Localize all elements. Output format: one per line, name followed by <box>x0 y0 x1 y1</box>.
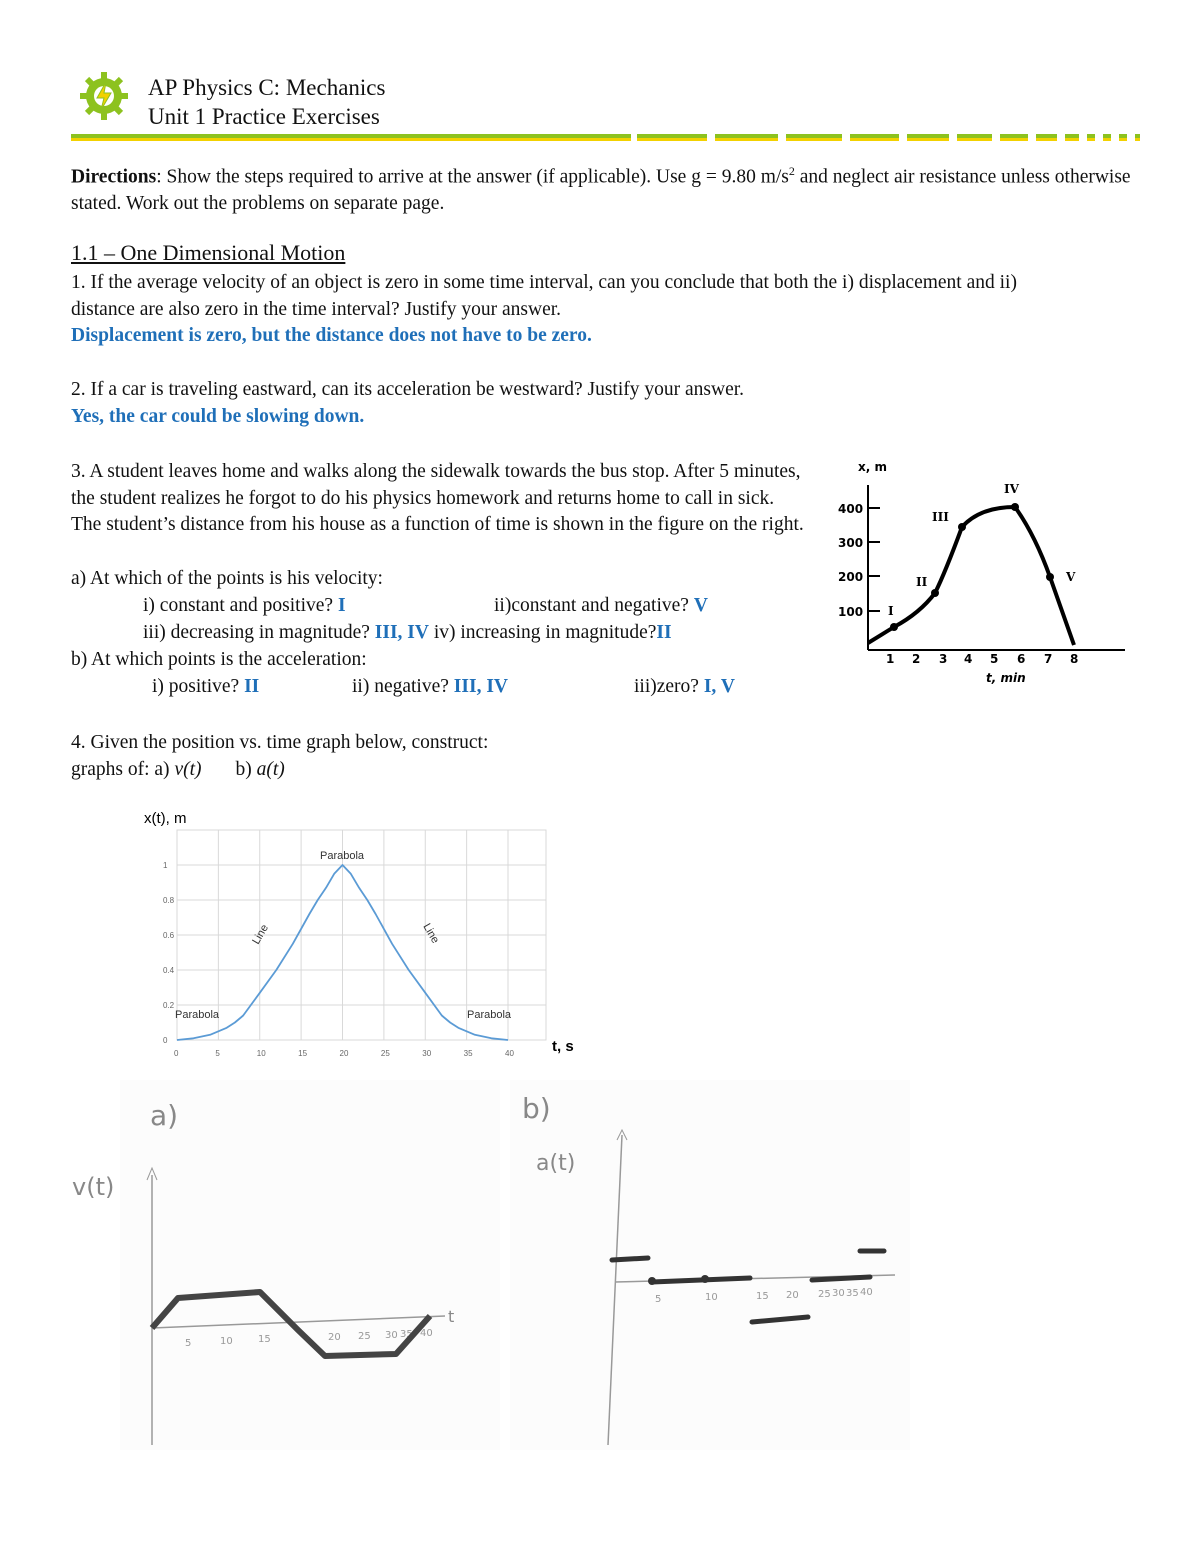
fig3-point-label: V <box>1066 570 1076 584</box>
divider-dash <box>850 134 899 138</box>
divider-dash <box>1087 138 1095 141</box>
distance-time-figure <box>830 455 1130 695</box>
q3-a-i-answer: I <box>337 595 346 616</box>
q3-a-ii-answer: V <box>693 595 708 616</box>
divider-dash <box>1000 138 1028 141</box>
hand-accel-segment <box>612 1258 648 1260</box>
handwritten-answers <box>60 1080 920 1460</box>
chart-xtick: 35 <box>463 1049 473 1058</box>
fig3-xtick: 6 <box>1017 652 1026 666</box>
chart-annotation: Line <box>250 922 271 947</box>
directions-text-b: and neglect air resistance unless otherwise stated. Work out the problems on separate page. <box>71 166 1131 215</box>
fig3-xlabel: t, min <box>986 671 1026 685</box>
q3-b-ii-text: ii) negative? <box>352 676 449 697</box>
chart-annotation: Parabola <box>467 1009 512 1021</box>
fig3-xtick: 5 <box>990 652 999 666</box>
divider-dash <box>850 138 899 141</box>
directions-label: Directions <box>71 166 157 188</box>
unit-title: Unit 1 Practice Exercises <box>148 104 380 129</box>
fig3-ytick: 100 <box>838 605 864 619</box>
fig3-ytick: 400 <box>838 502 864 516</box>
q3-b-i <box>152 674 352 701</box>
chart-ytick: 0.6 <box>163 931 175 940</box>
q3-b-iii <box>634 674 834 701</box>
q3-a-ii-text: ii)constant and negative? <box>494 595 689 616</box>
q3-b-iii-answer: I, V <box>703 676 735 697</box>
scan-background <box>120 1080 500 1450</box>
hand-v-tick: 35 <box>400 1329 413 1340</box>
question-2: 2. If a car is traveling eastward, can its acceleration be westward? Justify your answer. <box>71 379 745 400</box>
divider-dash <box>1036 134 1057 138</box>
fig3-ylabel: x, m <box>858 460 887 474</box>
q3-a-iv-text: iv) increasing in magnitude? <box>433 622 657 643</box>
chart-xtick: 40 <box>505 1049 514 1058</box>
divider-dash <box>637 138 707 141</box>
fig3-point <box>1011 503 1019 511</box>
chart-xtick: 25 <box>380 1049 390 1058</box>
fig3-xtick: 2 <box>912 652 921 666</box>
q4-b-label: b) <box>235 759 257 780</box>
directions <box>71 158 1151 218</box>
hand-v-label: v(t) <box>72 1173 115 1201</box>
answer-2: Yes, the car could be slowing down. <box>71 406 365 427</box>
fig3-point <box>931 589 939 597</box>
divider-dash <box>1103 138 1111 141</box>
fig3-xtick: 4 <box>964 652 973 666</box>
hand-v-tick: 25 <box>358 1331 371 1342</box>
q3-a-ii <box>494 593 794 620</box>
chart-annotation: Parabola <box>175 1009 220 1021</box>
gear-logo-icon <box>78 70 130 122</box>
chart-xlabel: t, s <box>552 1038 574 1055</box>
hand-v-tick: 5 <box>185 1338 192 1349</box>
directions-sup: 2 <box>788 164 795 178</box>
q4-a-expr: v(t) <box>174 759 202 780</box>
scan-background <box>510 1080 910 1450</box>
hand-a-tick: 15 <box>756 1291 769 1302</box>
chart-xtick: 30 <box>422 1049 432 1058</box>
chart-ytick: 0 <box>163 1036 168 1045</box>
chart-ytick: 0.4 <box>163 966 175 975</box>
divider-dash <box>786 134 842 138</box>
fig3-ytick: 300 <box>838 536 864 550</box>
divider-dash <box>1135 134 1140 138</box>
chart-annotation: Parabola <box>320 850 365 862</box>
chart-annotation: Line <box>420 921 442 946</box>
hand-a-label: a) <box>150 1099 179 1132</box>
fig3-point <box>958 523 966 531</box>
divider-dash <box>1119 138 1127 141</box>
divider-dash <box>1065 138 1079 141</box>
q3-part-b: b) At which points is the acceleration: <box>71 649 367 670</box>
question-3: 3. A student leaves home and walks along the sidewalk towards the bus stop. After 5 minutes, the student realizes he forgot to do his physics homework and returns home to call in sick. The student’s distance from his house as a function of time is shown in the figure on the right. <box>71 461 804 536</box>
fig3-xtick: 8 <box>1070 652 1079 666</box>
divider-dash <box>1103 134 1111 138</box>
q3-a-iii-iv <box>143 620 843 647</box>
q3-part-a: a) At which of the points is his velocity: <box>71 568 383 589</box>
divider-dash <box>957 138 992 141</box>
divider-dash <box>786 138 842 141</box>
fig3-ytick: 200 <box>838 570 864 584</box>
hand-v-tick: 20 <box>328 1332 341 1343</box>
chart-xtick: 15 <box>298 1049 308 1058</box>
hand-t-label: t <box>448 1307 455 1326</box>
q3-b-ii <box>352 674 602 701</box>
divider-dash <box>957 134 992 138</box>
fig3-point <box>890 623 898 631</box>
q3-a-i-text: i) constant and positive? <box>143 595 334 616</box>
fig3-curve <box>868 507 1074 645</box>
hand-a-tick: 25 <box>818 1289 831 1300</box>
fig3-point-label: III <box>932 510 949 524</box>
divider-dash <box>1087 134 1095 138</box>
divider-dash <box>715 138 778 141</box>
chart-ytick: 0.8 <box>163 896 175 905</box>
hand-a-tick: 40 <box>860 1287 873 1298</box>
fig3-point <box>1046 573 1054 581</box>
chart-ytick: 1 <box>163 861 168 870</box>
chart-xtick: 0 <box>174 1049 179 1058</box>
fig3-xtick: 1 <box>886 652 895 666</box>
divider-dash <box>1065 134 1079 138</box>
divider-dash <box>1119 134 1127 138</box>
chart-ytick: 0.2 <box>163 1001 175 1010</box>
hand-v-tick: 30 <box>385 1330 398 1341</box>
hand-accel-segment <box>812 1277 870 1280</box>
q3-b-i-answer: II <box>244 676 260 697</box>
hand-a-tick: 20 <box>786 1290 799 1301</box>
hand-b-label: b) <box>522 1092 551 1125</box>
divider-dash <box>637 134 707 138</box>
hand-v-tick: 15 <box>258 1334 271 1345</box>
chart-ylabel: x(t), m <box>144 810 187 827</box>
q4-graphs-of: graphs of: a) <box>71 759 175 780</box>
question-1: 1. If the average velocity of an object is zero in some time interval, can you conclude that both the i) displacement and ii) distance are also zero in the time interval? Justify your answer. <box>71 272 1017 320</box>
question-4: 4. Given the position vs. time graph below, construct: <box>71 732 489 753</box>
hand-v-tick: 10 <box>220 1336 233 1347</box>
q4-graphs <box>71 757 831 784</box>
q3-a-iii-text: iii) decreasing in magnitude? <box>143 622 370 643</box>
fig3-point-label: I <box>888 604 894 618</box>
chart-xtick: 20 <box>339 1049 349 1058</box>
q3-a-iii-answer: III, IV <box>374 622 429 643</box>
course-title: AP Physics C: Mechanics <box>148 75 386 100</box>
fig3-xtick: 7 <box>1044 652 1053 666</box>
fig3-point-label: IV <box>1004 482 1019 496</box>
fig3-xtick: 3 <box>939 652 948 666</box>
hand-v-tick: 40 <box>420 1328 433 1339</box>
header-divider <box>71 131 1140 143</box>
hand-a-tick: 10 <box>705 1292 718 1303</box>
q3-b-ii-answer: III, IV <box>453 676 508 697</box>
q3-b-i-text: i) positive? <box>152 676 240 697</box>
q3-b-iii-text: iii)zero? <box>634 676 699 697</box>
hand-a-tick: 5 <box>655 1294 662 1305</box>
divider-dash <box>1036 138 1057 141</box>
fig3-point-label: II <box>916 575 928 589</box>
answer-1: Displacement is zero, but the distance does not have to be zero. <box>71 325 592 346</box>
directions-text-a: : Show the steps required to arrive at the answer (if applicable). Use g = 9.80 m/s <box>156 166 789 188</box>
hand-a-tick: 35 <box>846 1288 859 1299</box>
divider-dash <box>907 138 949 141</box>
chart-xtick: 10 <box>256 1049 266 1058</box>
q3-a-iv-answer: II <box>656 622 672 643</box>
position-time-chart <box>120 800 600 1070</box>
hand-a-axis-label: a(t) <box>536 1151 576 1176</box>
divider-dash <box>715 134 778 138</box>
section-title: 1.1 – One Dimensional Motion <box>71 240 346 265</box>
q4-b-expr: a(t) <box>256 759 285 780</box>
chart-xtick: 5 <box>215 1049 220 1058</box>
hand-a-tick: 30 <box>832 1288 845 1299</box>
divider-dash <box>1135 138 1140 141</box>
divider-dash <box>1000 134 1028 138</box>
divider-dash <box>907 134 949 138</box>
